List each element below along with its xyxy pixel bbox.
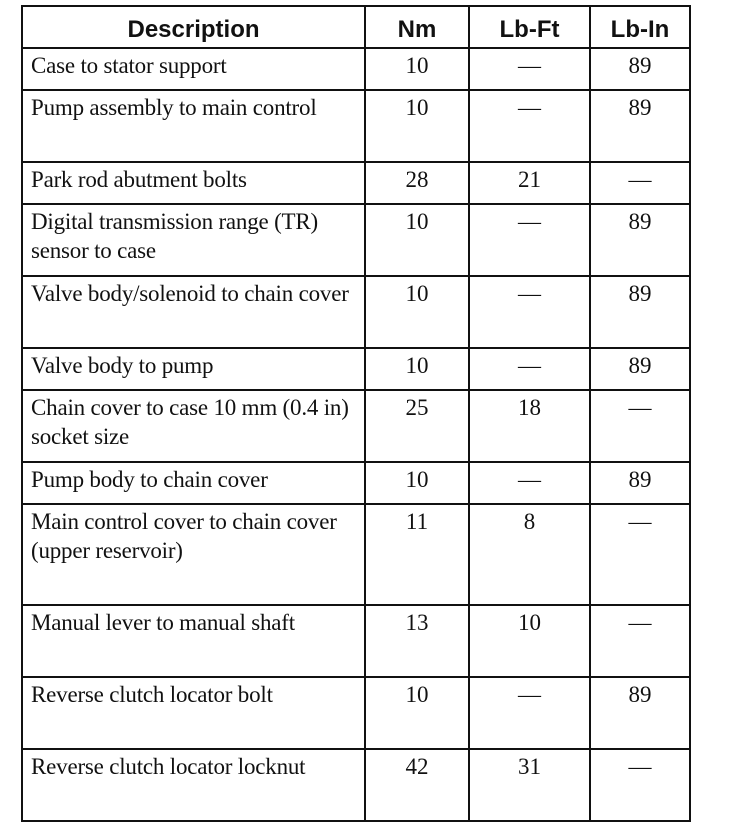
cell-nm: 10: [365, 90, 469, 162]
cell-nm: 11: [365, 504, 469, 605]
table-header-row: [22, 6, 690, 48]
cell-description: Valve body/solenoid to chain cover: [22, 276, 365, 348]
table-row: [22, 348, 690, 390]
cell-lb-in: 89: [590, 204, 690, 276]
cell-lb-in: —: [590, 162, 690, 204]
cell-lb-in: —: [590, 749, 690, 821]
table-row: [22, 48, 690, 90]
cell-nm: 25: [365, 390, 469, 462]
cell-description: Chain cover to case 10 mm (0.4 in) socket size: [22, 390, 365, 462]
cell-lb-ft: 21: [469, 162, 590, 204]
cell-lb-ft: —: [469, 276, 590, 348]
cell-nm: 10: [365, 348, 469, 390]
table-row: [22, 276, 690, 348]
cell-lb-in: 89: [590, 462, 690, 504]
cell-lb-in: 89: [590, 48, 690, 90]
cell-description: Manual lever to manual shaft: [22, 605, 365, 677]
cell-lb-ft: —: [469, 677, 590, 749]
cell-lb-ft: —: [469, 48, 590, 90]
cell-lb-ft: 10: [469, 605, 590, 677]
cell-description: Main control cover to chain cover (upper reservoir): [22, 504, 365, 605]
cell-lb-in: 89: [590, 276, 690, 348]
cell-lb-ft: 31: [469, 749, 590, 821]
header-lb-ft: Lb-Ft: [469, 6, 590, 48]
cell-lb-in: 89: [590, 90, 690, 162]
cell-description: Digital transmission range (TR) sensor to case: [22, 204, 365, 276]
cell-nm: 10: [365, 48, 469, 90]
cell-description: Case to stator support: [22, 48, 365, 90]
cell-description: Pump body to chain cover: [22, 462, 365, 504]
cell-nm: 10: [365, 677, 469, 749]
cell-description: Reverse clutch locator bolt: [22, 677, 365, 749]
cell-nm: 13: [365, 605, 469, 677]
cell-lb-in: —: [590, 504, 690, 605]
cell-lb-ft: 8: [469, 504, 590, 605]
table-row: [22, 162, 690, 204]
table-row: [22, 504, 690, 605]
cell-nm: 10: [365, 276, 469, 348]
table-row: [22, 605, 690, 677]
header-nm: Nm: [365, 6, 469, 48]
cell-description: Reverse clutch locator locknut: [22, 749, 365, 821]
torque-spec-table: [21, 5, 691, 822]
cell-nm: 28: [365, 162, 469, 204]
cell-lb-in: —: [590, 390, 690, 462]
table-row: [22, 204, 690, 276]
cell-nm: 42: [365, 749, 469, 821]
cell-lb-ft: 18: [469, 390, 590, 462]
cell-nm: 10: [365, 204, 469, 276]
table-row: [22, 90, 690, 162]
cell-lb-ft: —: [469, 462, 590, 504]
table-row: [22, 462, 690, 504]
cell-lb-ft: —: [469, 90, 590, 162]
header-description: Description: [22, 6, 365, 48]
cell-lb-in: 89: [590, 348, 690, 390]
cell-lb-in: —: [590, 605, 690, 677]
table-row: [22, 677, 690, 749]
table-row: [22, 749, 690, 821]
cell-lb-in: 89: [590, 677, 690, 749]
cell-nm: 10: [365, 462, 469, 504]
header-lb-in: Lb-In: [590, 6, 690, 48]
cell-description: Park rod abutment bolts: [22, 162, 365, 204]
cell-lb-ft: —: [469, 348, 590, 390]
cell-description: Pump assembly to main control: [22, 90, 365, 162]
table-row: [22, 390, 690, 462]
cell-lb-ft: —: [469, 204, 590, 276]
cell-description: Valve body to pump: [22, 348, 365, 390]
